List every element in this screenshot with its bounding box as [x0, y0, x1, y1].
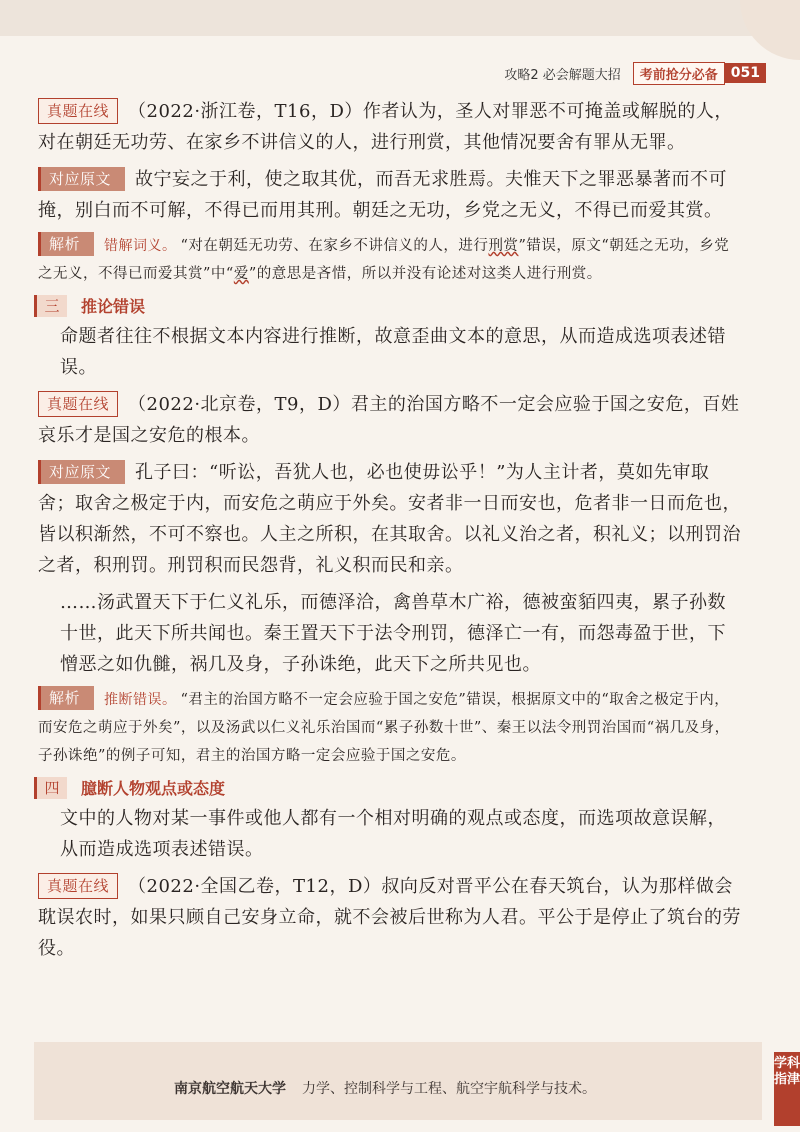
side-tab: 学科指津 [774, 1052, 800, 1126]
footer-university: 南京航空航天大学 [174, 1081, 286, 1097]
analysis-lead: 推断错误。 [104, 692, 177, 708]
page-corner [740, 0, 800, 60]
page-number: 051 [725, 63, 766, 83]
question-text: （2022·全国乙卷，T12，D）叔向反对晋平公在春天筑台，认为那样做会耽误农时，如果只顾自己安身立命，就不会被后世称为人君。平公于是停止了筑台的劳役。 [38, 876, 741, 959]
footer-line [174, 1078, 596, 1098]
footer-band [34, 1042, 762, 1120]
question-block-3 [38, 871, 744, 964]
section-number: 三 [34, 295, 67, 317]
yuanwen-label: 对应原文 [38, 460, 125, 484]
section-title: 臆断人物观点或态度 [81, 779, 226, 798]
jiexi-label: 解析 [38, 686, 94, 710]
analysis-text-b: ”错误，原文“朝廷之无功，乡党之无义，不得已而爱其赏”中“ [38, 238, 730, 282]
zhenti-label: 真题在线 [38, 98, 118, 124]
analysis-highlight: 爱 [233, 266, 249, 282]
original-block-2 [38, 457, 744, 581]
analysis-text: “君主的治国方略不一定会应验于国之安危”错误，根据原文中的“取舍之极定于内，而安危之萌应于外矣”，以及汤武以仁义礼乐治国而“累子孙数十世”、秦王以法令刑罚治国而“祸几及身，子孙诛绝”的例子可知，君主的治国方略一定会应验于国之安危。 [38, 692, 730, 764]
zhenti-label: 真题在线 [38, 391, 118, 417]
zhenti-label: 真题在线 [38, 873, 118, 899]
header-strategy: 攻略2 必会解题大招 [504, 67, 621, 83]
section-title: 推论错误 [81, 297, 146, 316]
main-content [38, 96, 744, 970]
original-block-2-cont: ……汤武置天下于仁义礼乐，而德泽洽，禽兽草木广裕，德被蛮貊四夷，累子孙数十世，此天下所共闻也。秦王置天下于法令刑罚，德泽亡一有，而怨毒盈于世，下憎恶之如仇雠，祸几及身，子孙诛绝，此天下之所共见也。 [60, 592, 726, 675]
section-heading-4 [34, 776, 744, 799]
original-block-1 [38, 164, 744, 226]
question-block-2 [38, 389, 744, 451]
footer-majors: 力学、控制科学与工程、航空宇航科学与技术。 [302, 1081, 596, 1097]
top-margin-band [0, 0, 800, 36]
original-text: 故宁妄之于利，使之取其优，而吾无求胜焉。夫惟天下之罪恶暴著而不可掩，别白而不可解，不得已而用其刑。朝廷之无功，乡党之无义，不得已而爱其赏。 [38, 169, 728, 221]
analysis-block-1 [38, 232, 744, 288]
original-text: 孔子曰：“听讼，吾犹人也，必也使毋讼乎！”为人主计者，莫如先审取舍；取舍之极定于内，而安危之萌应于外矣。安者非一日而安也，危者非一日而危也，皆以积渐然，不可不察也。人主之所积，在其取舍。以礼义治之者，积礼义；以刑罚治之者，积刑罚。刑罚积而民怨背，礼义积而民和亲。 [38, 462, 741, 576]
section-number: 四 [34, 777, 67, 799]
analysis-lead: 错解词义。 [104, 238, 177, 254]
analysis-block-2 [38, 686, 744, 770]
jiexi-label: 解析 [38, 232, 94, 256]
analysis-text-c: ”的意思是吝惜，所以并没有论述对这类人进行刑赏。 [248, 266, 602, 282]
header-badge: 考前抢分必备 [633, 62, 725, 85]
question-text: （2022·浙江卷，T16，D）作者认为，圣人对罪恶不可掩盖或解脱的人，对在朝廷无功劳、在家乡不讲信义的人，进行刑赏，其他情况要舍有罪从无罪。 [38, 101, 733, 153]
section-heading-3 [34, 294, 744, 317]
question-block-1 [38, 96, 744, 158]
section-intro-4: 文中的人物对某一事件或他人都有一个相对明确的观点或态度，而选项故意误解，从而造成选项表述错误。 [60, 808, 726, 860]
yuanwen-label: 对应原文 [38, 167, 125, 191]
analysis-highlight: 刑赏 [488, 238, 519, 254]
section-intro-3: 命题者往往不根据文本内容进行推断，故意歪曲文本的意思，从而造成选项表述错误。 [60, 326, 726, 378]
analysis-text-a: “对在朝廷无功劳、在家乡不讲信义的人，进行 [180, 238, 489, 254]
running-header [504, 62, 766, 84]
question-text: （2022·北京卷，T9，D）君主的治国方略不一定会应验于国之安危，百姓哀乐才是国之安危的根本。 [38, 394, 740, 446]
